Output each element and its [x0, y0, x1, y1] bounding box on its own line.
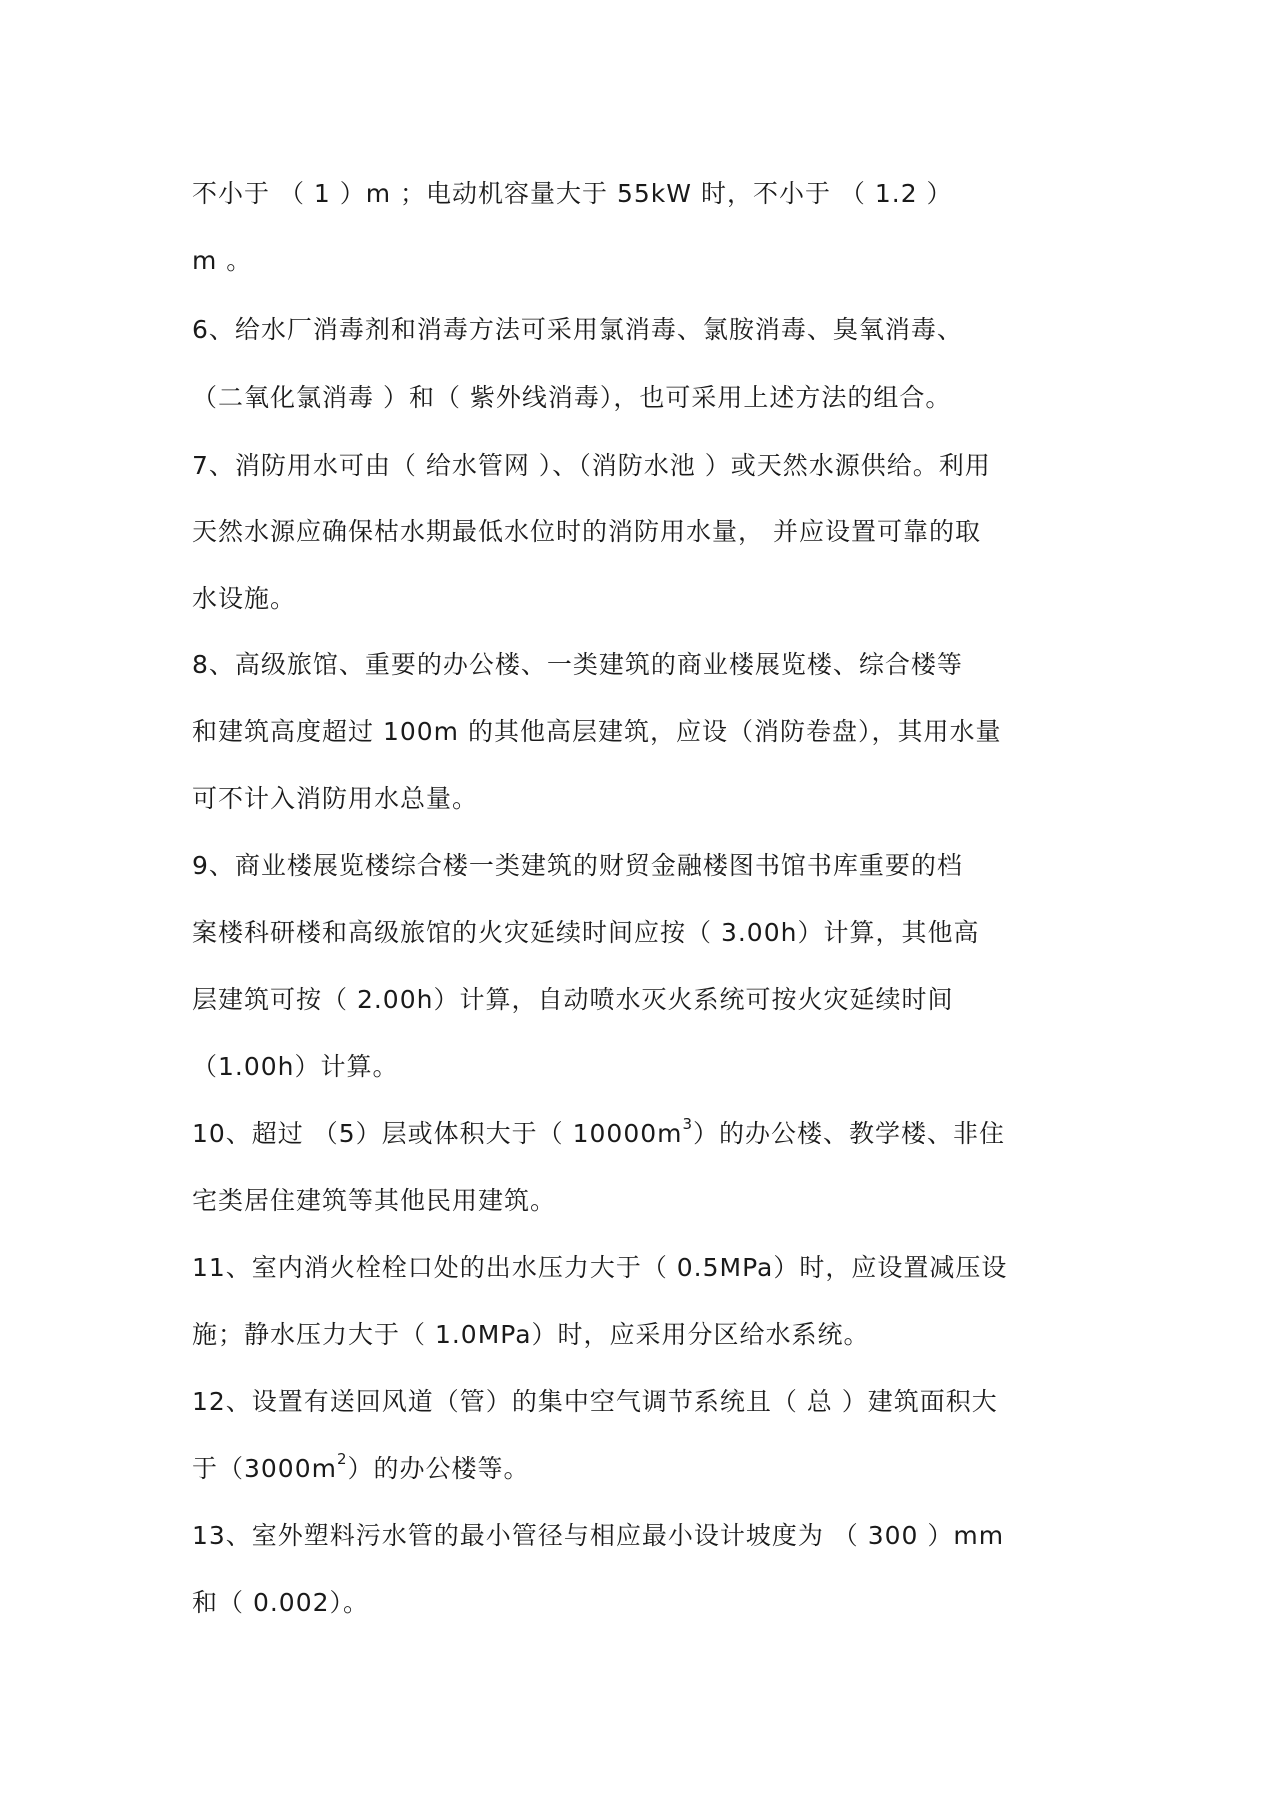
item-11-line-1: 11、室内消火栓栓口处的出水压力大于（ 0.5MPa）时，应设置减压设 [192, 1253, 1008, 1282]
text-line-1: 不小于 （ 1 ）m ；电动机容量大于 55kW 时，不小于 （ 1.2 ） [192, 179, 953, 208]
item-9-line-2: 案楼科研楼和高级旅馆的火灾延续时间应按（ 3.00h）计算，其他高 [192, 918, 980, 947]
superscript-2: 2 [336, 1449, 348, 1468]
item-10-tail: ）的办公楼、教学楼、非住 [693, 1119, 1006, 1148]
item-8-line-1: 8、高级旅馆、重要的办公楼、一类建筑的商业楼展览楼、综合楼等 [192, 650, 963, 679]
item-11-line-2: 施；静水压力大于（ 1.0MPa）时，应采用分区给水系统。 [192, 1320, 870, 1349]
item-10-line-1 [192, 1114, 1092, 1151]
item-9-line-4: （1.00h）计算。 [192, 1052, 399, 1081]
item-7-line-1: 7、消防用水可由（ 给水管网 ）、（消防水池 ）或天然水源供给。利用 [192, 451, 991, 480]
item-9-line-1: 9、商业楼展览楼综合楼一类建筑的财贸金融楼图书馆书库重要的档 [192, 851, 963, 880]
item-8-line-2: 和建筑高度超过 100m 的其他高层建筑，应设（消防卷盘），其用水量 [192, 717, 1002, 746]
item-12-text: 于（3000m [192, 1454, 337, 1483]
superscript-3: 3 [682, 1114, 694, 1133]
item-12-line-1: 12、设置有送回风道（管）的集中空气调节系统且（ 总 ）建筑面积大 [192, 1387, 998, 1416]
item-8-line-3: 可不计入消防用水总量。 [192, 784, 479, 813]
item-10-line-2: 宅类居住建筑等其他民用建筑。 [192, 1186, 557, 1215]
item-7-line-2: 天然水源应确保枯水期最低水位时的消防用水量， 并应设置可靠的取 [192, 517, 981, 546]
item-12-line-2 [192, 1449, 1092, 1486]
item-13-line-2: 和（ 0.002）。 [192, 1588, 370, 1617]
item-7-line-3: 水设施。 [192, 584, 297, 613]
item-13-line-1: 13、室外塑料污水管的最小管径与相应最小设计坡度为 （ 300 ）mm [192, 1521, 1005, 1550]
item-9-line-3: 层建筑可按（ 2.00h）计算，自动喷水灭火系统可按火灾延续时间 [192, 985, 954, 1014]
item-6-line-2: （二氧化氯消毒 ）和（ 紫外线消毒），也可采用上述方法的组合。 [192, 383, 952, 412]
item-10-text: 10、超过 （5）层或体积大于（ 10000m [192, 1119, 683, 1148]
text-line-2: m 。 [192, 246, 253, 275]
item-6-line-1: 6、给水厂消毒剂和消毒方法可采用氯消毒、氯胺消毒、臭氧消毒、 [192, 315, 963, 344]
item-12-tail: ）的办公楼等。 [347, 1454, 530, 1483]
